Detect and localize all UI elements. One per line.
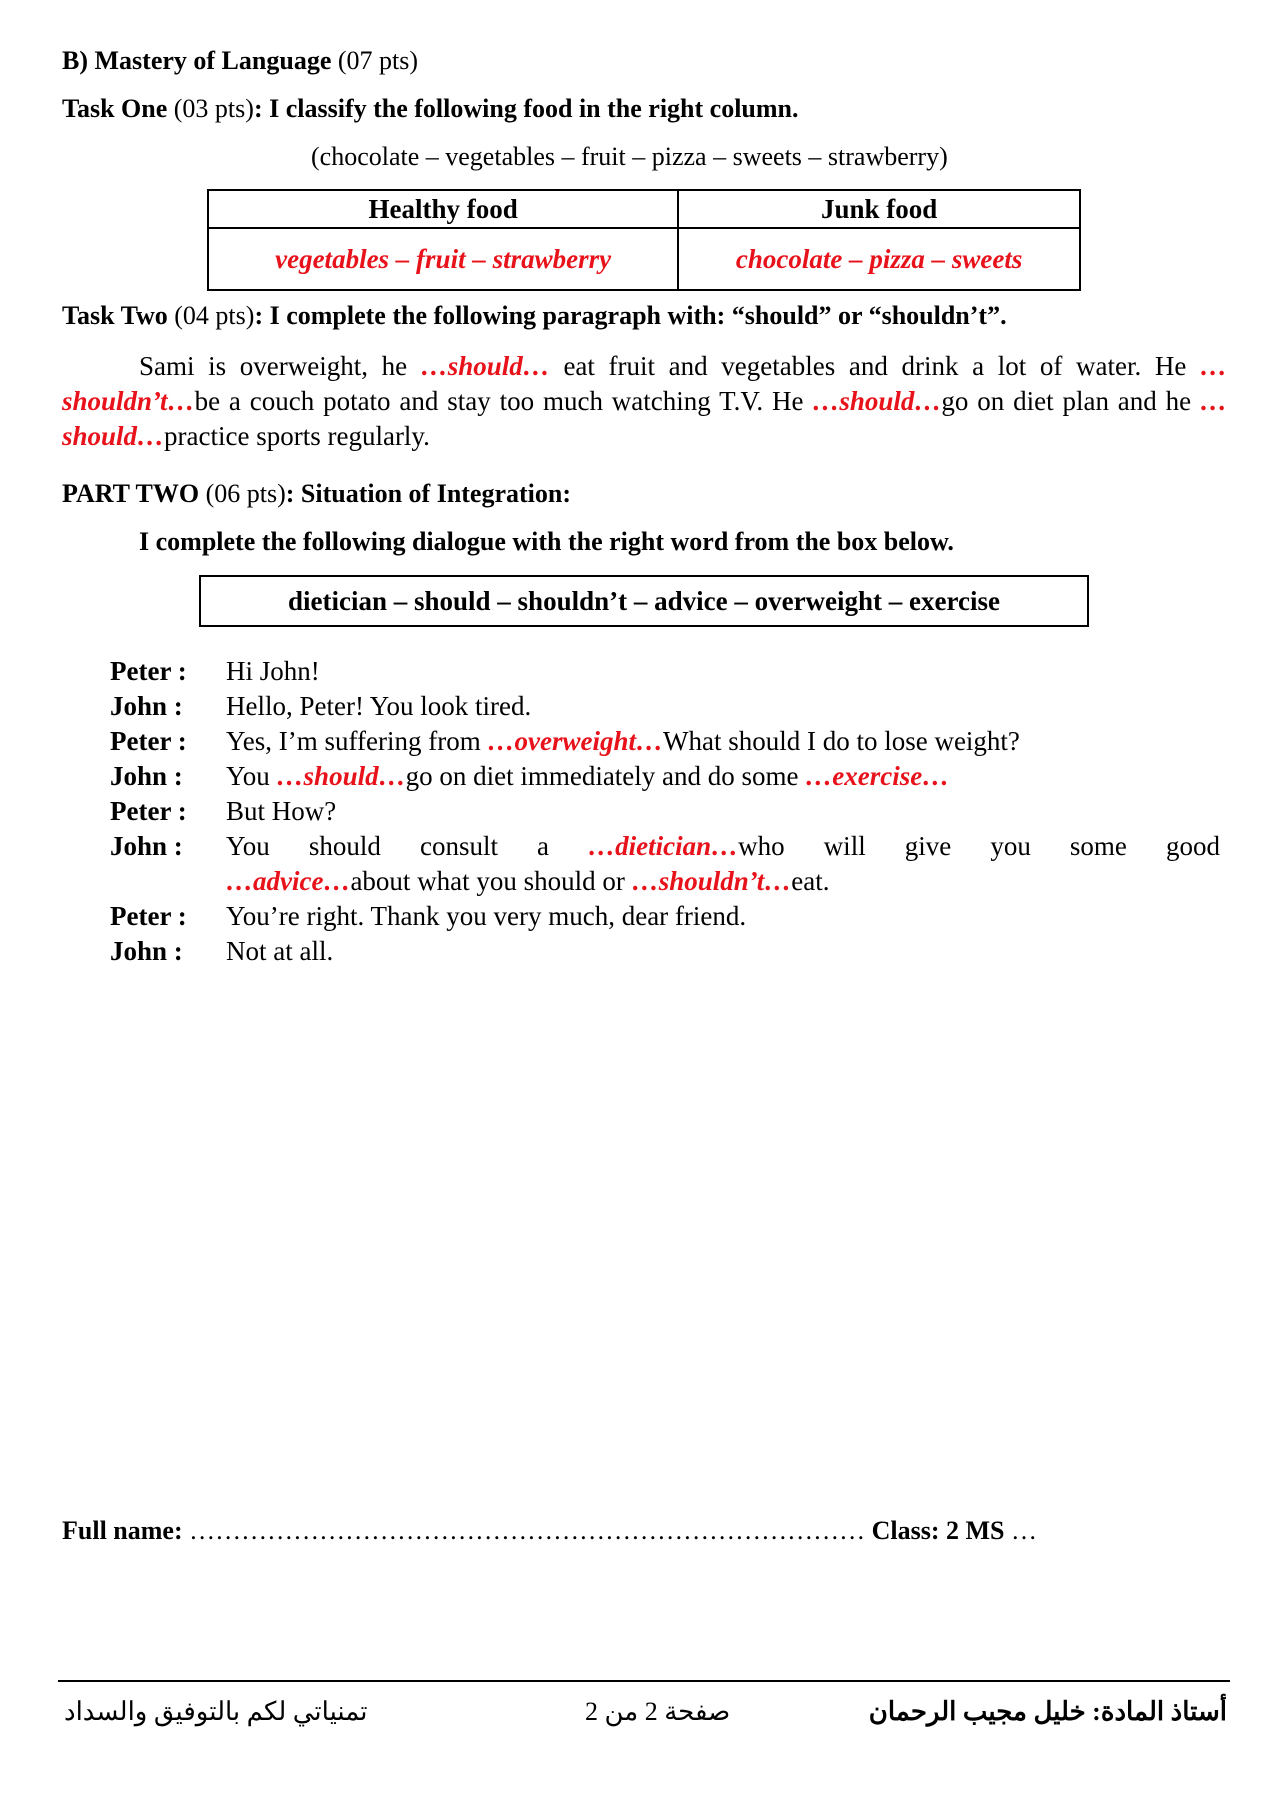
utterance-line [226,829,1220,864]
answer: …shouldn’t… [631,866,792,896]
text: be a couch potato and stay too much watching T.V. He [194,386,813,416]
dialogue-instruction: I complete the following dialogue with the right word from the box below. [139,527,954,556]
footer-wish: تمنياتي لكم بالتوفيق والسداد [64,1697,368,1726]
part-two-heading: PART TWO (06 pts): Situation of Integration: [62,479,572,508]
full-name-line: Full name: …………………………………………………………………… Class: 2 MS … [62,1516,1038,1545]
text: practice sports regularly. [164,421,430,451]
text: eat. [791,866,830,896]
answer: …should… [420,351,550,381]
answer: …shouldn’t… [62,351,1227,416]
speaker: Peter : [110,726,187,756]
dialogue-line [110,829,1220,899]
text: But How? [226,796,337,826]
speaker: John : [110,691,183,721]
answer: …exercise… [805,761,950,791]
text: Sami is overweight, he [139,351,421,381]
text: go on diet plan and he [941,386,1200,416]
utterance [226,899,1220,934]
footer-teacher: أستاذ المادة: خليل مجيب الرحمان [868,1697,1227,1726]
text: You’re right. Thank you very much, dear friend. [226,901,747,931]
answer: …dietician… [588,831,739,861]
dialogue-line [110,724,1220,759]
footer-divider [58,1680,1230,1682]
speaker: John : [110,831,183,861]
answer-junk: chocolate – pizza – sweets [678,228,1080,290]
dialogue-line [110,794,1220,829]
text: about what you should or [350,866,632,896]
utterance [226,794,1220,829]
paragraph [62,349,1227,454]
text: eat fruit and vegetables and drink a lot of water. He [549,351,1200,381]
text: You [226,761,277,791]
task-one-heading: Task One (03 pts): I classify the following food in the right column. [62,94,799,123]
dialogue-line [110,934,1220,969]
speaker: John : [110,936,183,966]
dialogue-line [110,654,1220,689]
word-list: (chocolate – vegetables – fruit – pizza – sweets – strawberry) [311,142,948,171]
task-two-heading: Task Two (04 pts): I complete the following paragraph with: “should” or “shouldn’t”. [62,301,1007,330]
dialogue-line [110,899,1220,934]
text: You should consult a [226,831,589,861]
section-title: B) Mastery of Language (07 pts) [62,46,419,75]
text: What should I do to lose weight? [662,726,1020,756]
text: Yes, I’m suffering from [226,726,488,756]
speaker: Peter : [110,901,187,931]
utterance [226,689,1220,724]
answer: …should… [812,386,942,416]
utterance [226,829,1220,899]
text: Not at all. [226,936,334,966]
utterance [226,759,1220,794]
answer: …advice… [226,866,351,896]
header-junk: Junk food [678,190,1080,228]
utterance [226,654,1220,689]
text: go on diet immediately and do some [405,761,806,791]
food-table [207,189,1081,291]
answer: …should… [276,761,406,791]
speaker: Peter : [110,796,187,826]
dialogue [110,654,1220,969]
answer: …should… [62,386,1227,451]
dialogue-line [110,689,1220,724]
utterance [226,724,1220,759]
answer: …overweight… [487,726,663,756]
utterance-line [226,864,1220,899]
text: who will give you some good [738,831,1220,861]
word-box: dietician – should – shouldn’t – advice – overweight – exercise [199,575,1089,627]
utterance [226,934,1220,969]
footer-page: صفحة 2 من 2 [585,1697,731,1726]
speaker: John : [110,761,183,791]
dialogue-line [110,759,1220,794]
speaker: Peter : [110,656,187,686]
text: Hi John! [226,656,320,686]
header-healthy: Healthy food [208,190,678,228]
answer-healthy: vegetables – fruit – strawberry [208,228,678,290]
text: Hello, Peter! You look tired. [226,691,532,721]
